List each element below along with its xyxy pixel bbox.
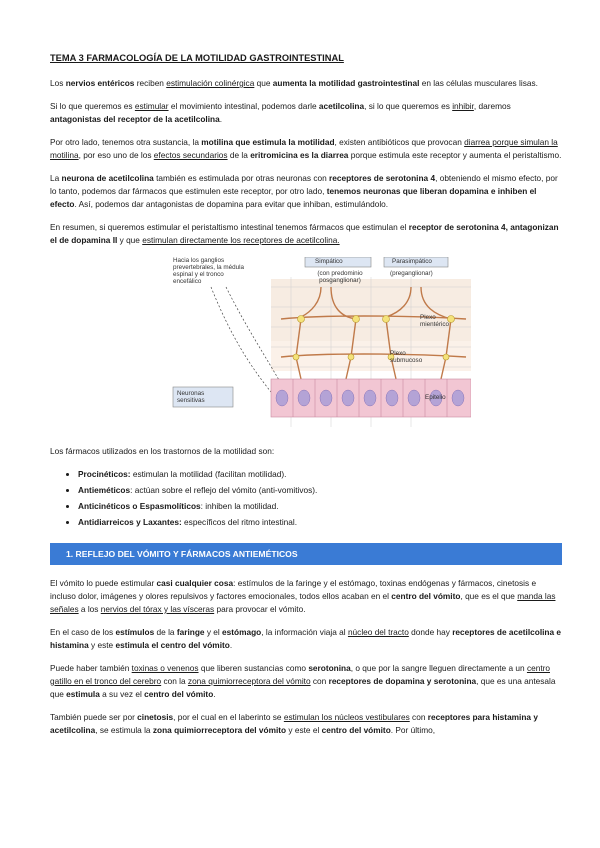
paragraph-3: Por otro lado, tenemos otra sustancia, la motilina que estimula la motilidad, existen antibióticos que provocan diarrea porque simulan la motilina, por eso uno de los efectos secundarios de la eritromicina es la diarrea porque estimula este receptor y aumenta el peristaltismo. <box>50 137 562 160</box>
drug-list <box>50 468 562 529</box>
paragraph-6: El vómito lo puede estimular casi cualquier cosa: estímulos de la faringe y el estómago, toxinas endógenas y fármacos, cinetosis e incluso dolor, imágenes y olores repulsivos y factores emocionales, todos ellos acaban en el centro del vómito, que es el que manda las señales a los nervios del tórax y las vísceras para provocar el vómito. <box>50 578 556 614</box>
ganglia-label: Hacia los ganglios prevertebrales, la médula espinal y el tronco encefálico <box>173 257 245 285</box>
paragraph-5: En resumen, si queremos estimular el peristaltismo intestinal tenemos fármacos que estimulan el receptor de serotonina 4, antagonizan el de dopamina II y que estimulan directamente los receptores de acetilcolina. <box>50 222 559 245</box>
simpatico-label: Simpático <box>315 258 343 265</box>
neuronas-sensitivas-label: Neuronas sensitivas <box>177 390 205 404</box>
simpatico-sub-label: (con predominio posganglionar) <box>317 270 363 284</box>
paragraph-9: También puede ser por cinetosis, por el cual en el laberinto se estimulan los núcleos vestibulares con receptores para histamina y acetilcolina, se estimula la zona quimiorreceptora del vómito y este el centro del vómito. Por último, <box>50 712 538 735</box>
paragraph-7: En el caso de los estímulos de la faringe y el estómago, la información viaja al núcleo del tracto donde hay receptores de acetilcolina e histamina y este estimula el centro del vómito. <box>50 627 562 650</box>
list-intro: Los fármacos utilizados en los trastornos de la motilidad son: <box>50 446 275 456</box>
paragraph-2: Si lo que queremos es estimular el movimiento intestinal, podemos darle acetilcolina, si lo que queremos es inhibir, daremos antagonistas del receptor de la acetilcolina. <box>50 101 511 124</box>
list-item: • Anticinéticos o Espasmolíticos: inhiben la motilidad. <box>78 500 562 513</box>
list-item: • Procinéticos: estimulan la motilidad (facilitan motilidad). <box>78 468 562 481</box>
paragraph-4: La neurona de acetilcolina también es estimulada por otras neuronas con receptores de serotonina 4, obteniendo el mismo efecto, por lo tanto, podemos dar fármacos que estimulen este receptor, por otro lado, tenemos neuronas que liberan dopamina e inhiben el efecto. Así, podemos dar antagonistas de dopamina para evitar que inhiban, estimulándolo. <box>50 173 558 209</box>
plexo-submucoso-label: Plexo submucoso <box>390 350 423 364</box>
enteric-nervous-system-figure <box>50 257 562 435</box>
parasimpatico-sub-label: (preganglionar) <box>390 270 433 277</box>
list-item: • Antidiarreicos y Laxantes: específicos del ritmo intestinal. <box>78 516 562 529</box>
section-heading: 1. REFLEJO DEL VÓMITO Y FÁRMACOS ANTIEMÉTICOS <box>50 543 562 565</box>
document-page <box>50 52 562 747</box>
epitelio-label: Epitelio <box>425 394 446 401</box>
list-item: • Antieméticos: actúan sobre el reflejo del vómito (anti-vomitivos). <box>78 484 562 497</box>
plexo-mienterico-label: Plexo mientérico <box>420 314 450 328</box>
page-title: TEMA 3 FARMACOLOGÍA DE LA MOTILIDAD GASTROINTESTINAL <box>50 53 344 63</box>
paragraph-8: Puede haber también toxinas o venenos que liberen sustancias como serotonina, o que por la sangre lleguen directamente a un centro gatillo en el tronco del cerebro con la zona quimiorreceptora del vómito con receptores de dopamina y serotonina, que es una antesala que estimula a su vez el centro del vómito. <box>50 663 556 699</box>
parasimpatico-label: Parasimpático <box>392 258 432 265</box>
paragraph-1: Los nervios entéricos reciben estimulación colinérgica que aumenta la motilidad gastrointestinal en las células musculares lisas. <box>50 78 538 88</box>
